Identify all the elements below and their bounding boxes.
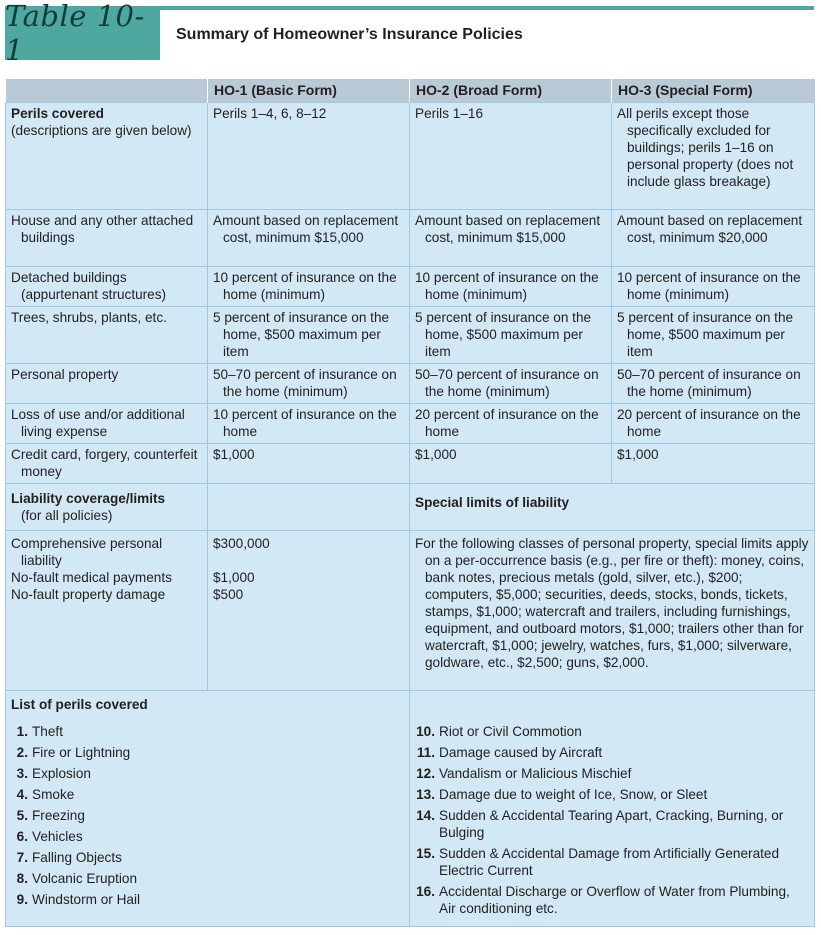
- liability-item-label: Comprehensive personal liability: [11, 536, 163, 568]
- peril-item: [415, 723, 809, 740]
- peril-number: 3.: [16, 766, 28, 781]
- liability-item-value: $300,000: [213, 536, 270, 551]
- row-label: [6, 103, 208, 210]
- peril-number: 15.: [416, 846, 435, 861]
- row-label: [6, 404, 208, 444]
- perils-list-right-cell: [410, 691, 815, 927]
- peril-text: Windstorm or Hail: [32, 892, 141, 907]
- peril-text: Explosion: [32, 766, 91, 781]
- peril-number: 16.: [416, 884, 435, 899]
- peril-item: [11, 891, 404, 908]
- perils-list-title: List of perils covered: [11, 697, 148, 712]
- peril-item: [11, 807, 404, 824]
- peril-text: Freezing: [32, 808, 85, 823]
- special-limits-text-cell: [410, 531, 815, 691]
- cell-ho2: [410, 267, 612, 307]
- perils-list-left: [11, 723, 404, 908]
- peril-number: 14.: [416, 808, 435, 823]
- peril-item: [415, 883, 809, 917]
- cell-text: 5 percent of insurance on the home, $500 maximum per item: [213, 310, 390, 359]
- cell-text: 50–70 percent of insurance on the home (minimum): [617, 367, 801, 399]
- table-title: Summary of Homeowner’s Insurance Policies: [176, 26, 523, 43]
- peril-text: Fire or Lightning: [32, 745, 131, 760]
- peril-text: Vandalism or Malicious Mischief: [439, 766, 632, 781]
- peril-text: Damage due to weight of Ice, Snow, or Sleet: [439, 787, 708, 802]
- peril-item: [11, 765, 404, 782]
- row-label-text: House and any other attached buildings: [11, 213, 194, 245]
- row-label: [6, 210, 208, 267]
- cell-ho2: [410, 210, 612, 267]
- peril-item: [11, 849, 404, 866]
- header-rule: [160, 6, 814, 10]
- cell-ho2: Perils 1–16: [410, 103, 612, 210]
- liability-items-values: [208, 531, 410, 691]
- liability-title: Liability coverage/limits: [11, 491, 166, 506]
- cell-text: 10 percent of insurance on the home: [213, 407, 397, 439]
- row-trees: [6, 307, 815, 364]
- liability-label: [6, 484, 208, 531]
- peril-text: Falling Objects: [32, 850, 122, 865]
- cell-text: 20 percent of insurance on the home: [415, 407, 599, 439]
- peril-item: [415, 807, 809, 841]
- row-perils: [6, 103, 815, 210]
- peril-number: 12.: [416, 766, 435, 781]
- special-limits-title: Special limits of liability: [415, 495, 570, 510]
- perils-list-right: [415, 723, 809, 917]
- perils-list-left-cell: [6, 691, 410, 927]
- cell-ho2: $1,000: [410, 444, 612, 484]
- cell-ho1: [208, 267, 410, 307]
- peril-item: [11, 828, 404, 845]
- cell-text: 20 percent of insurance on the home: [617, 407, 801, 439]
- spacer: [213, 552, 404, 569]
- cell-ho1: [208, 364, 410, 404]
- row-detached: [6, 267, 815, 307]
- cell-text: All perils except those specifically excluded for buildings; perils 1–16 on personal property (does not include glass breakage): [617, 106, 794, 189]
- cell-text: 10 percent of insurance on the home (minimum): [415, 270, 599, 302]
- peril-text: Sudden & Accidental Damage from Artificially Generated Electric Current: [439, 846, 780, 878]
- row-personal: [6, 364, 815, 404]
- cell-ho3: [612, 404, 815, 444]
- peril-number: 5.: [16, 808, 28, 823]
- peril-number: 6.: [16, 829, 28, 844]
- cell-ho1: Perils 1–4, 6, 8–12: [208, 103, 410, 210]
- peril-text: Riot or Civil Commotion: [439, 724, 582, 739]
- spacer: [415, 696, 809, 713]
- peril-text: Accidental Discharge or Overflow of Water from Plumbing, Air conditioning etc.: [439, 884, 790, 916]
- liability-sub: (for all policies): [21, 508, 113, 523]
- cell-text: 10 percent of insurance on the home (minimum): [617, 270, 801, 302]
- special-limits-title-cell: [410, 484, 815, 531]
- cell-ho3: $1,000: [612, 444, 815, 484]
- cell-text: 50–70 percent of insurance on the home (minimum): [213, 367, 397, 399]
- peril-number: 13.: [416, 787, 435, 802]
- peril-text: Damage caused by Aircraft: [439, 745, 603, 760]
- liability-item-value: $500: [213, 587, 244, 602]
- peril-item: [11, 744, 404, 761]
- peril-item: [11, 870, 404, 887]
- row-label: [6, 307, 208, 364]
- cell-ho1: [208, 210, 410, 267]
- peril-item: [415, 744, 809, 761]
- peril-text: Vehicles: [32, 829, 83, 844]
- cell-text: 50–70 percent of insurance on the home (minimum): [415, 367, 599, 399]
- peril-number: 7.: [16, 850, 28, 865]
- peril-number: 10.: [416, 724, 435, 739]
- cell-ho3: [612, 267, 815, 307]
- row-credit: [6, 444, 815, 484]
- row-label-text: Credit card, forgery, counterfeit money: [11, 447, 198, 479]
- peril-number: 2.: [16, 745, 28, 760]
- cell-ho3: [612, 364, 815, 404]
- cell-ho2: [410, 364, 612, 404]
- header-row: [6, 79, 815, 103]
- cell-ho2: [410, 307, 612, 364]
- liability-item-label: No-fault property damage: [11, 587, 166, 602]
- header-ho1: HO-1 (Basic Form): [208, 79, 410, 103]
- cell-text: 5 percent of insurance on the home, $500 maximum per item: [415, 310, 592, 359]
- cell-text: 10 percent of insurance on the home (minimum): [213, 270, 397, 302]
- row-liability-items: [6, 531, 815, 691]
- row-label-text: Detached buildings (appurtenant structures): [11, 270, 167, 302]
- cell-ho1: [208, 307, 410, 364]
- peril-number: 4.: [16, 787, 28, 802]
- row-liability-header: [6, 484, 815, 531]
- cell-text: Amount based on replacement cost, minimum $20,000: [617, 213, 803, 245]
- liability-items-labels: [6, 531, 208, 691]
- cell-ho3: [612, 103, 815, 210]
- cell-ho1: [208, 404, 410, 444]
- row-perils-list: [6, 691, 815, 927]
- row-label-title: Perils covered: [11, 106, 104, 121]
- peril-text: Theft: [32, 724, 63, 739]
- peril-number: 8.: [16, 871, 28, 886]
- special-limits-text: For the following classes of personal property, special limits apply on a per-occurrence basis (e.g., per fire or theft): money, coins, bank notes, precious metals (gold, silver, etc.), $200; computers, $5,000; securities, deeds, stocks, bonds, tickets, stamps, $1,000; watercraft and trailers, including furnishings, equipment, and outboard motors, $1,000; trailers other than for watercraft, $1,000; jewelry, watches, furs, $1,000; silverware, goldware, etc., $2,500; guns, $2,000.: [415, 536, 809, 670]
- row-label: [6, 267, 208, 307]
- peril-item: [11, 723, 404, 740]
- header-cell-empty: [6, 79, 208, 103]
- peril-text: Sudden & Accidental Tearing Apart, Cracking, Burning, or Bulging: [439, 808, 784, 840]
- cell-ho3: [612, 210, 815, 267]
- cell-ho3: [612, 307, 815, 364]
- cell-text: 5 percent of insurance on the home, $500 maximum per item: [617, 310, 794, 359]
- peril-text: Volcanic Eruption: [32, 871, 138, 886]
- cell-text: Amount based on replacement cost, minimum $15,000: [415, 213, 601, 245]
- row-label: [6, 364, 208, 404]
- peril-number: 11.: [416, 745, 435, 760]
- peril-number: 1.: [16, 724, 28, 739]
- peril-number: 9.: [16, 892, 28, 907]
- peril-item: [415, 765, 809, 782]
- peril-item: [415, 786, 809, 803]
- liability-empty-cell: [208, 484, 410, 531]
- cell-ho2: [410, 404, 612, 444]
- cell-text: Amount based on replacement cost, minimum $15,000: [213, 213, 399, 245]
- row-house: [6, 210, 815, 267]
- cell-ho1: $1,000: [208, 444, 410, 484]
- row-loss: [6, 404, 815, 444]
- peril-item: [415, 845, 809, 879]
- insurance-table: [5, 79, 814, 927]
- header-ho3: HO-3 (Special Form): [612, 79, 815, 103]
- row-label: [6, 444, 208, 484]
- row-label-sub: (descriptions are given below): [11, 123, 192, 138]
- liability-item-value: $1,000: [213, 570, 255, 585]
- table-label: Table 10-1: [5, 0, 145, 67]
- row-label-text: Trees, shrubs, plants, etc.: [11, 310, 167, 325]
- row-label-text: Loss of use and/or additional living expense: [11, 407, 185, 439]
- row-label-text: Personal property: [11, 367, 119, 382]
- peril-item: [11, 786, 404, 803]
- peril-text: Smoke: [32, 787, 75, 802]
- table-label-box: [5, 0, 160, 67]
- liability-item-label: No-fault medical payments: [11, 570, 172, 585]
- header-ho2: HO-2 (Broad Form): [410, 79, 612, 103]
